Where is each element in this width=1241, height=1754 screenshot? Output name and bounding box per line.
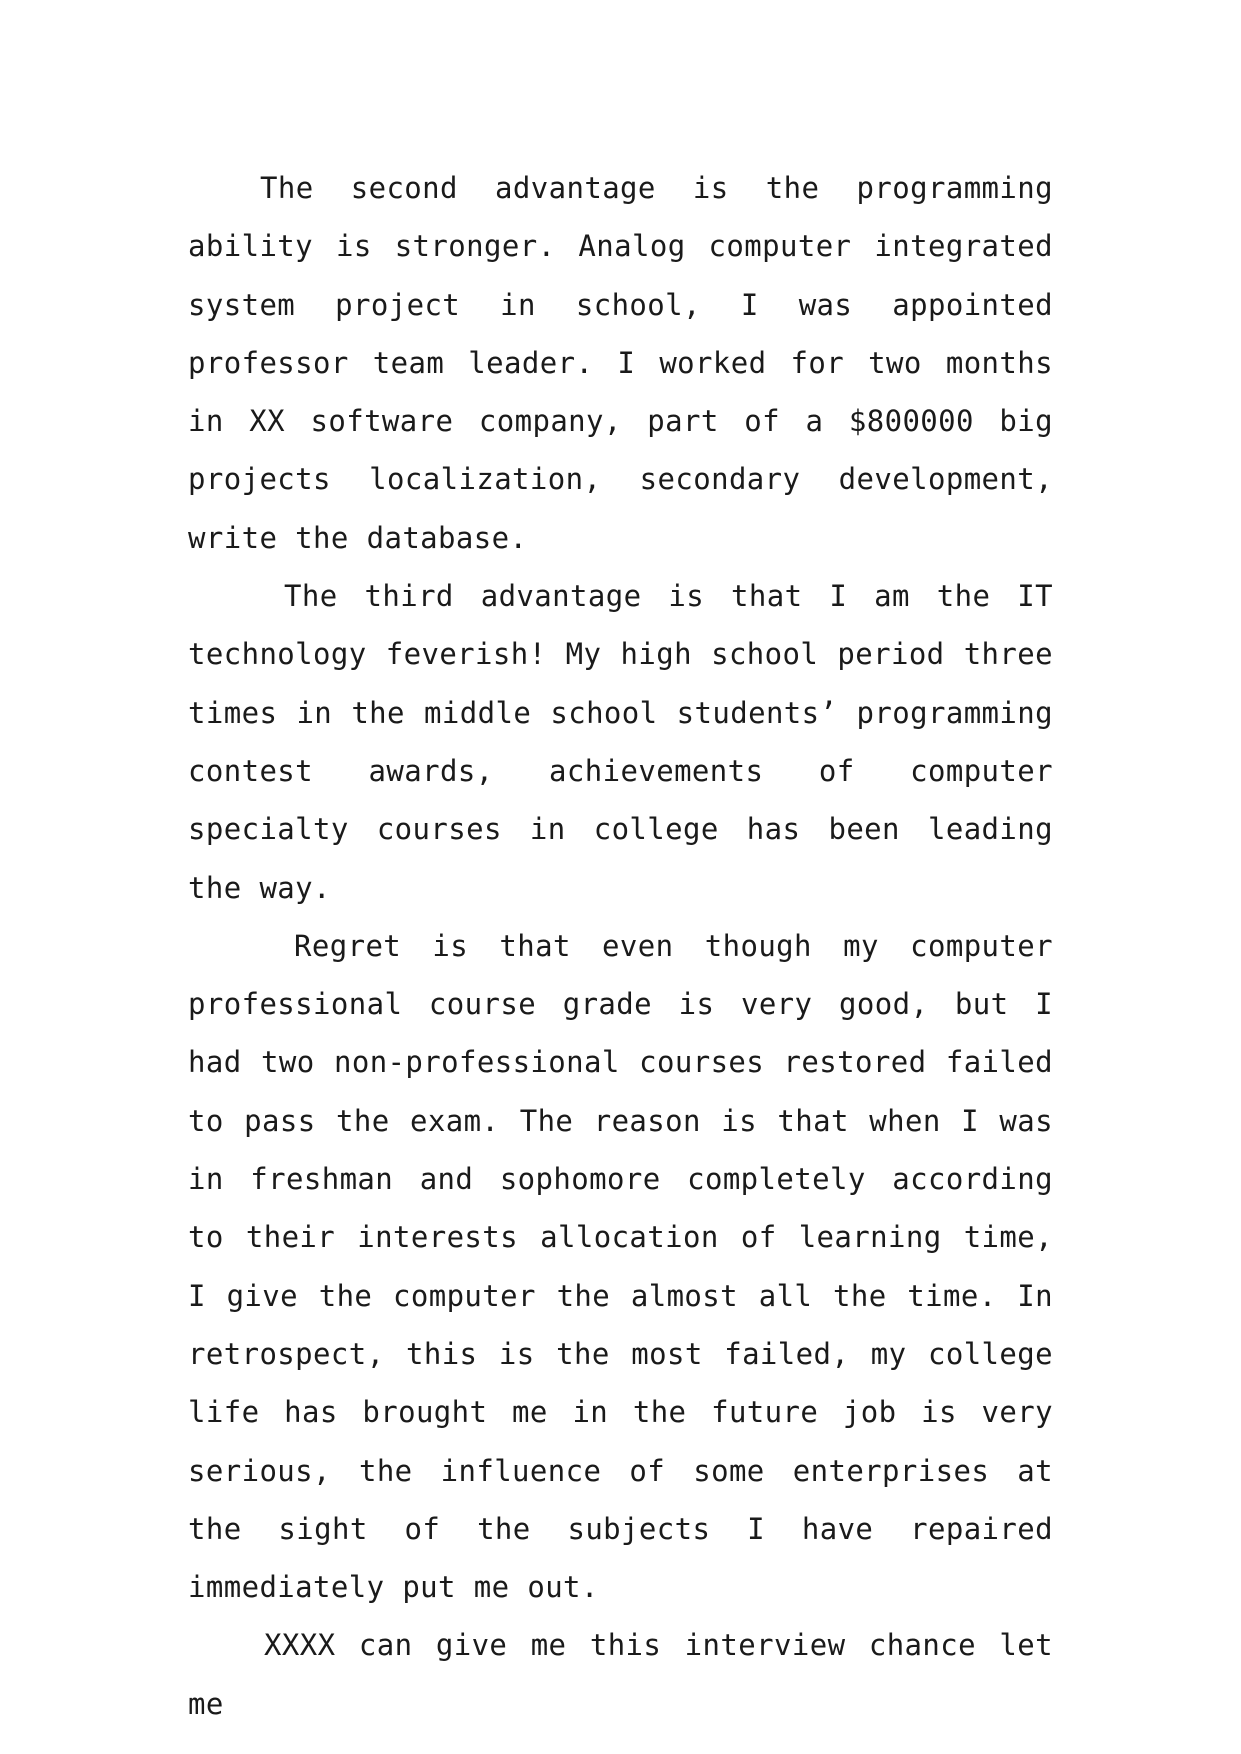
paragraph-interview-chance: XXXX can give me this interview chance let me xyxy=(188,1628,1053,1721)
paragraph-regret: Regret is that even though my computer professional course grade is very good, but I had two non-professional courses restored failed to pass the exam. The reason is that when I was in freshman and sophomore completely according to their interests allocation of learning time, I give the computer the almost all the time. In retrospect, this is the most failed, my college life has brought me in the future job is very serious, the influence of some enterprises at the sight of the subjects I have repaired immediately put me out. xyxy=(188,928,1053,1605)
document-page xyxy=(188,159,1053,1733)
paragraph-third-advantage: The third advantage is that I am the IT technology feverish! My high school period three times in the middle school students’ programming contest awards, achievements of computer specialty courses in college has been leading the way. xyxy=(188,579,1053,905)
paragraph-second-advantage: The second advantage is the programming ability is stronger. Analog computer integrated system project in school, I was appointed professor team leader. I worked for two months in XX software company, part of a $800000 big projects localization, secondary development, write the database. xyxy=(188,171,1053,555)
